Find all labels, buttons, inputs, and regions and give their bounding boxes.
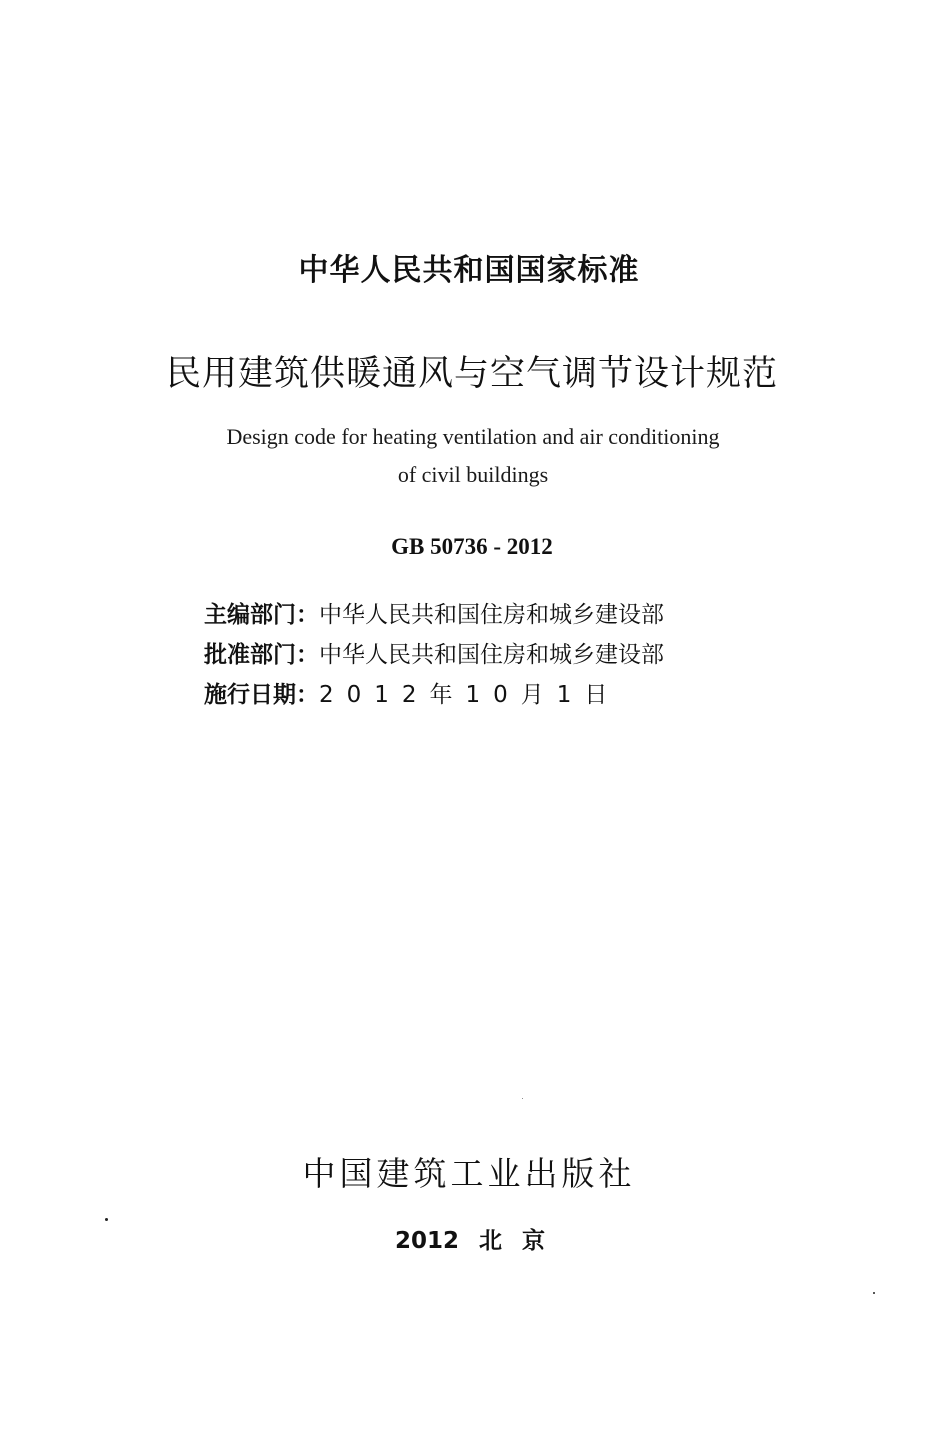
standard-code: GB 50736 - 2012 [391, 534, 553, 559]
scan-speck [873, 1292, 875, 1294]
publication-year-place: 2012 北 京 [394, 1228, 546, 1254]
editor-department-value: 中华人民共和国住房和城乡建设部 [319, 602, 664, 628]
national-standard-heading: 中华人民共和国国家标准 [298, 253, 640, 288]
effective-date-value: 2012年10月1日 [319, 682, 621, 708]
publisher-name: 中国建筑工业出版社 [302, 1154, 636, 1193]
approver-department-label: 批准部门： [204, 642, 319, 668]
effective-date-label: 施行日期： [204, 682, 319, 708]
english-title-line-2: of civil buildings [397, 462, 549, 487]
approver-department-value: 中华人民共和国住房和城乡建设部 [319, 642, 664, 668]
scan-speck [522, 1098, 523, 1099]
chinese-title: 民用建筑供暖通风与空气调节设计规范 [165, 354, 778, 394]
editor-department-row [204, 596, 764, 629]
scan-speck [105, 1218, 108, 1221]
english-title-line-1: Design code for heating ventilation and air conditioning [226, 424, 720, 449]
effective-date-row [204, 676, 764, 709]
editor-department-label: 主编部门： [204, 602, 319, 628]
approver-department-row [204, 636, 764, 669]
